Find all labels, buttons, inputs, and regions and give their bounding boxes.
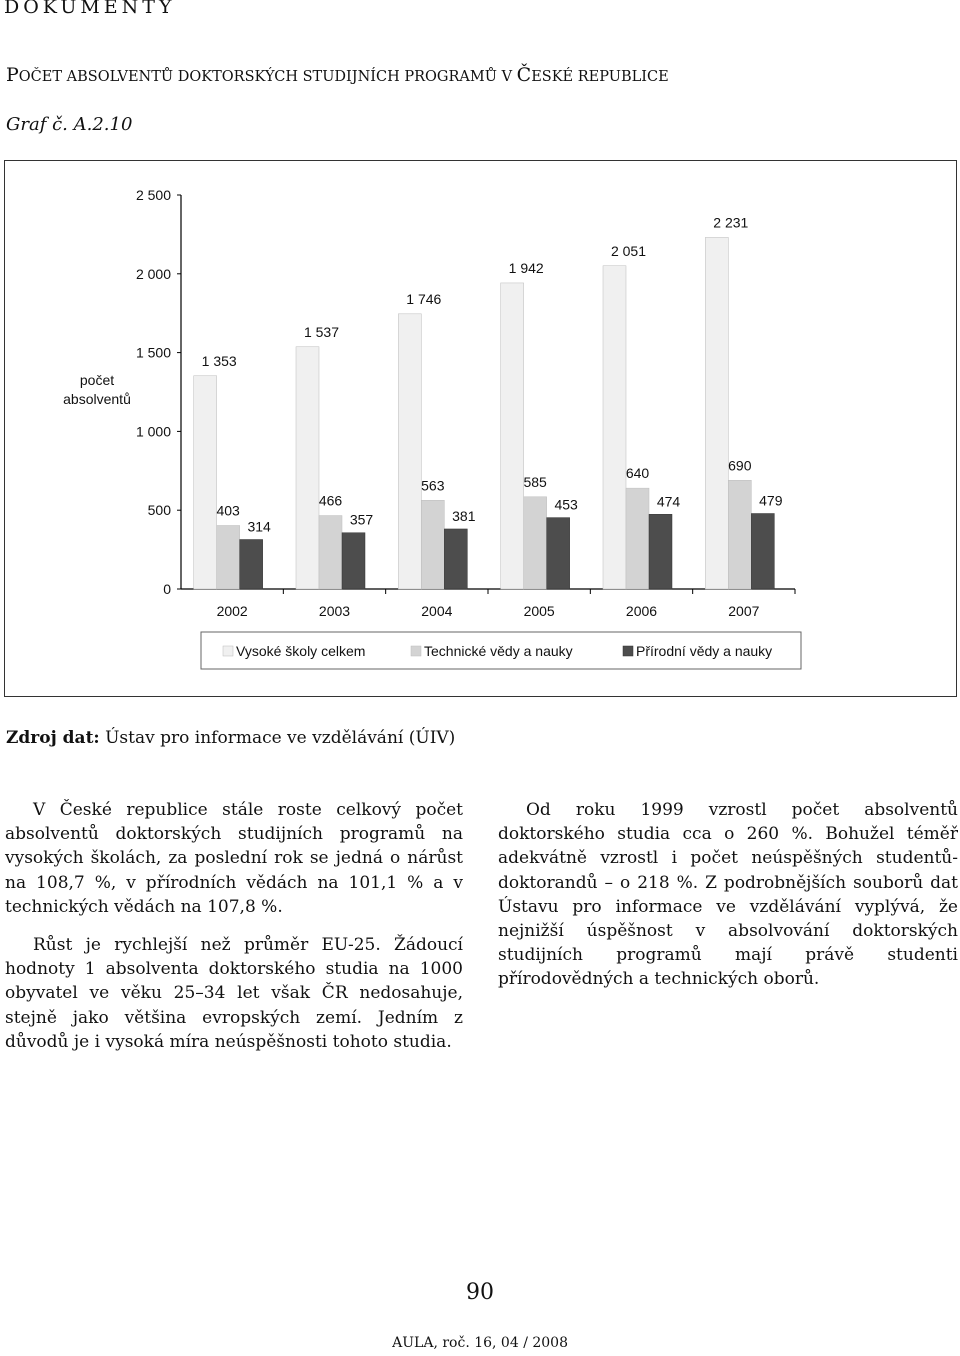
bar-total-2005 [501, 283, 524, 589]
y-tick-label: 2 500 [135, 187, 171, 203]
value-label-natural: 474 [656, 493, 681, 510]
value-label-natural: 314 [247, 518, 271, 535]
bar-total-2004 [398, 314, 421, 589]
x-tick-label: 2002 [216, 603, 248, 619]
x-tick-label: 2006 [625, 603, 658, 619]
value-label-technical: 466 [318, 492, 343, 509]
paragraph: V České republice stále roste celkový počet absolventů doktorských studijních programů na vysokých školách, za poslední rok se jedná o nárůst na 108,7 %, v přírodních vědách na 101,1 % a v technických vědách na 107,8 %. [5, 800, 463, 917]
bar-technical-2007 [728, 480, 751, 589]
value-label-natural: 479 [759, 492, 783, 509]
y-tick-label: 1 000 [135, 423, 171, 440]
bar-total-2003 [296, 347, 319, 589]
value-label-total: 1 942 [508, 259, 544, 276]
value-label-total: 1 353 [201, 352, 237, 369]
page-number: 90 [466, 1280, 494, 1305]
value-label-technical: 403 [216, 502, 240, 519]
bar-technical-2006 [626, 488, 649, 589]
source-text: Ústav pro informace ve vzdělávání (ÚIV) [99, 728, 456, 748]
bar-natural-2004 [444, 529, 467, 589]
chart-legend [201, 632, 801, 669]
y-axis-label [63, 372, 131, 407]
legend-label: Technické vědy a nauky [424, 643, 573, 659]
value-label-total: 2 231 [713, 214, 749, 231]
left-column [5, 798, 463, 1068]
y-tick-label: 0 [163, 581, 171, 597]
x-tick-label: 2004 [421, 603, 453, 619]
bar-natural-2006 [649, 514, 672, 589]
title-cap-letter: P [6, 64, 19, 86]
bar-natural-2007 [751, 514, 774, 589]
chart-bars [194, 237, 775, 589]
legend-label: Vysoké školy celkem [236, 643, 366, 659]
legend-swatch [223, 646, 233, 656]
title-rest-2: ESKÉ REPUBLICE [531, 69, 669, 85]
value-label-technical: 585 [523, 473, 547, 490]
value-label-natural: 381 [452, 507, 476, 524]
data-source [6, 728, 455, 748]
value-label-total: 1 537 [303, 323, 340, 340]
x-tick-label: 2007 [728, 603, 760, 619]
bar-natural-2003 [342, 533, 365, 589]
bar-natural-2002 [240, 540, 263, 589]
x-tick-label: 2003 [318, 603, 351, 619]
y-axis-label-line: počet [79, 372, 115, 388]
title-rest: OČET ABSOLVENTŮ DOKTORSKÝCH STUDIJNÍCH PROGRAMŮ V [18, 69, 517, 85]
bar-total-2006 [603, 266, 626, 589]
bar-total-2007 [705, 237, 728, 589]
footer-citation: AULA, roč. 16, 04 / 2008 [392, 1335, 568, 1351]
bar-technical-2002 [217, 525, 240, 589]
legend-swatch [623, 646, 633, 656]
right-column [498, 798, 958, 1006]
source-label: Zdroj dat: [6, 728, 100, 748]
bar-technical-2003 [319, 516, 342, 589]
paragraph: Růst je rychlejší než průměr EU-25. Žádoucí hodnoty 1 absolventa doktorského studia na 1000 obyvatel ve věku 25–34 let však ČR nedosahuje, stejně jako většina evropských zemí. Jedním z důvodů je i vysoká míra neúspěšnosti tohoto studia. [5, 935, 463, 1052]
chart-value-labels [202, 214, 783, 534]
y-tick-label: 2 000 [135, 265, 171, 282]
section-header: DOKUMENTY [4, 0, 176, 18]
value-label-total: 1 746 [406, 290, 442, 307]
page-title [6, 64, 669, 86]
value-label-technical: 563 [421, 477, 445, 494]
paragraph: Od roku 1999 vzrostl počet absolventů doktorského studia cca o 260 %. Bohužel téměř adekvátně vzrostl i počet neúspěšných studentů-doktorandů – o 218 %. Z podrobnějších souborů dat Ústavu pro informace ve vzdělávání vyplývá, že nejnižší úspěšnost v absolvování doktorských studijních programů mají právě studenti přírodovědných a technických oborů. [498, 800, 958, 990]
title-cap-letter-2: Č [516, 64, 532, 86]
bar-total-2002 [194, 376, 217, 589]
figure-label: Graf č. A.2.10 [6, 114, 133, 135]
bar-technical-2005 [524, 497, 547, 589]
value-label-technical: 690 [728, 457, 752, 474]
y-tick-label: 1 500 [135, 344, 171, 361]
y-axis-label-line: absolventů [63, 391, 131, 407]
bar-chart [5, 161, 955, 695]
legend-label: Přírodní vědy a nauky [636, 643, 773, 659]
x-tick-label: 2005 [523, 603, 555, 619]
value-label-technical: 640 [625, 465, 650, 482]
bar-natural-2005 [547, 518, 570, 589]
bar-technical-2004 [421, 500, 444, 589]
value-label-natural: 357 [349, 511, 374, 528]
value-label-natural: 453 [554, 496, 578, 513]
chart-frame [4, 160, 957, 697]
y-tick-label: 500 [147, 502, 171, 519]
value-label-total: 2 051 [610, 242, 647, 259]
legend-swatch [411, 646, 421, 656]
